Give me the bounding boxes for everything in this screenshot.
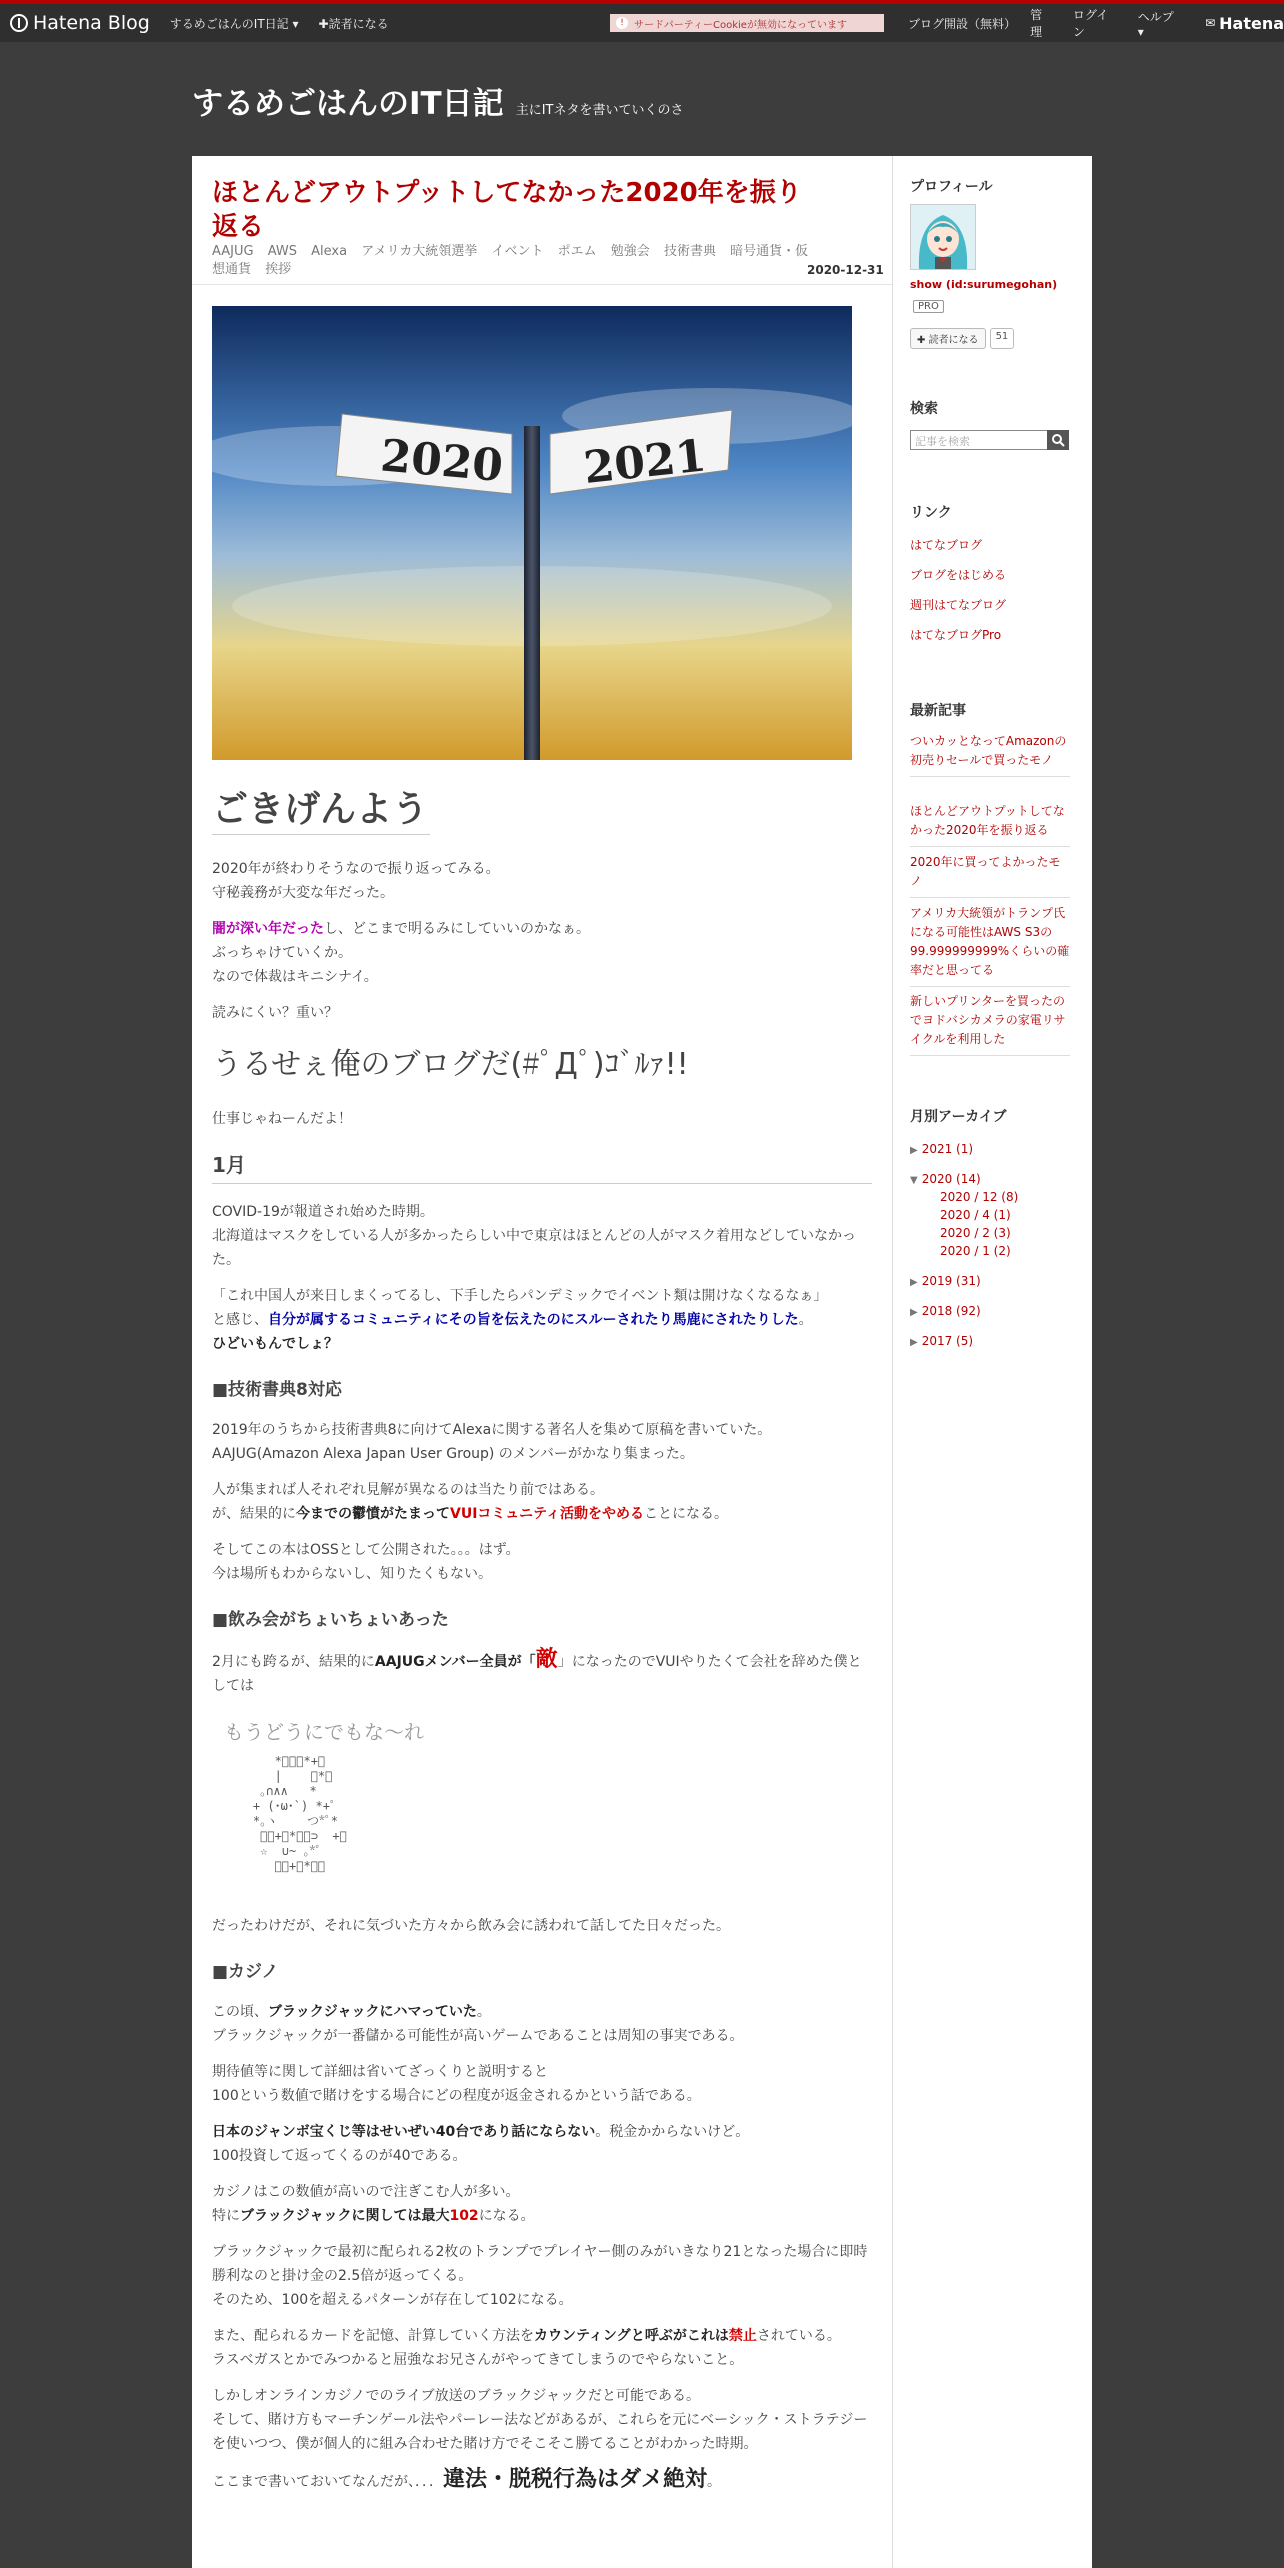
page-container <box>192 156 1092 2568</box>
blog-header <box>192 78 683 123</box>
category-link[interactable]: イベント <box>491 244 544 259</box>
expand-icon: ▶ <box>910 1307 918 1318</box>
profile-title: プロフィール <box>910 179 993 195</box>
ascii-art: *ﾟﾟ･*+｡ | ﾟ*｡ ｡∩∧∧ * + (･ω･`) *+ﾟ *｡ヽ つ*ﾟ* ﾟ･+｡*･ﾟ⊃ +ﾟ ☆ ∪~ ｡*ﾟ ﾟ･+｡*･ﾟ <box>252 1754 347 1873</box>
cookie-notice[interactable]: ! サードパーティーCookieが無効になっています <box>610 14 884 32</box>
open-blog-link[interactable]: ブログ開設（無料） <box>908 16 1017 31</box>
heading-gokigenyou: ごきげんよう <box>212 786 430 835</box>
recent-entry[interactable]: 新しいプリンターを買ったのでヨドバシカメラの家電リサイクルを利用した <box>910 992 1070 1056</box>
link-weekly-hatena-blog[interactable]: 週刊はてなブログ <box>910 598 1007 612</box>
hatena-icon: ✉ <box>1205 16 1216 30</box>
collapse-icon: ▼ <box>910 1175 918 1186</box>
login-link[interactable]: ログイン <box>1072 8 1109 39</box>
heading-urusee: うるせぇ俺のブログだ(#ﾟДﾟ)ｺﾞﾙｧ!! <box>212 1047 689 1082</box>
recent-entry[interactable]: アメリカ大統領がトランプ氏になる可能性はAWS S3の99.999999999%くらいの確率だと思ってる <box>910 904 1070 987</box>
paragraph: また、配られるカードを記憶、計算していく方法をカウンティングと呼ぶがこれは禁止されている。 ラスベガスとかでみつかると屈強なお兄さんがやってきてしまうのでやらないこと。 <box>212 2328 841 2368</box>
help-menu[interactable]: ヘルプ ▾ <box>1137 9 1174 39</box>
expand-icon: ▶ <box>910 1277 918 1288</box>
category-link[interactable]: アメリカ大統領選挙 <box>361 244 478 259</box>
hero-image <box>212 306 852 760</box>
entry-content <box>212 786 872 2506</box>
paragraph: 仕事じゃねーんだよ！ <box>212 1111 352 1127</box>
recent-entry[interactable]: 2020年に買ってよかったモノ <box>910 853 1070 898</box>
heading-casino: ■カジノ <box>212 1962 279 1982</box>
archive-title: 月別アーカイブ <box>910 1109 1007 1125</box>
search-title: 検索 <box>910 401 938 417</box>
category-link[interactable]: Alexa <box>311 244 348 259</box>
search-input[interactable]: 記事を検索 <box>910 430 1048 450</box>
sign-left-text: 2020 <box>378 430 505 492</box>
category-link[interactable]: AAJUG <box>212 244 254 259</box>
profile-username[interactable]: show (id:surumegohan) <box>910 278 1058 291</box>
paragraph: だったわけだが、それに気づいた方々から飲み会に誘われて話してた日々だった。 <box>212 1918 730 1934</box>
hatena-blog-logo[interactable]: Hatena Blog <box>10 12 150 34</box>
paragraph: 期待値等に関して詳細は省いてざっくりと説明すると 100という数値で賭けをする場合にどの程度が返金されるかという話である。 <box>212 2064 701 2104</box>
archive-2018[interactable]: ▶ 2018 (92) <box>910 1304 981 1318</box>
pro-badge: PRO <box>913 298 944 312</box>
recent-entry[interactable]: ついカッとなってAmazonの初売りセールで買ったモノ <box>910 732 1070 777</box>
category-link[interactable]: AWS <box>267 244 298 259</box>
heading-january: 1月 <box>212 1151 872 1184</box>
category-link[interactable]: 挨拶 <box>265 262 292 277</box>
category-link[interactable]: ポエム <box>557 244 597 259</box>
hatena-logo[interactable]: ✉ Hatena <box>1205 13 1284 33</box>
entry-title[interactable]: ほとんどアウトプットしてなかった2020年を振り返る <box>212 178 802 242</box>
ascii-art-title: もうどうにでもな～れ <box>224 1720 424 1744</box>
main-column <box>192 156 893 2568</box>
paragraph: 読みにくい？重い？ <box>212 1005 338 1021</box>
search-button[interactable] <box>1047 430 1069 450</box>
signpost-pole <box>524 426 540 760</box>
expand-icon: ▶ <box>910 1145 918 1156</box>
heading-gishoten: ■技術書典8対応 <box>212 1380 342 1400</box>
paragraph: ブラックジャックで最初に配られる2枚のトランプでプレイヤー側のみがいきなり21となった場合に即時勝利なのと掛け金の2.5倍が返ってくる。 そのため、100を超えるパターンが存在して102になる。 <box>212 2244 868 2308</box>
paragraph: しかしオンラインカジノでのライブ放送のブラックジャックだと可能である。 そして、賭け方もマーチンゲール法やパーレー法などがあるが、これらを元にベーシック・ストラテジーを使いつつ、僕が個人的に組み合わせた賭け方でそこそこ勝てることがわかった時期。 <box>212 2388 868 2452</box>
subscriber-count[interactable]: 51 <box>990 328 1015 349</box>
subscribe-button[interactable]: ✚ 読者になる <box>910 328 986 349</box>
archive-2020-12[interactable]: 2020 / 12 (8) <box>940 1190 1019 1204</box>
archive-2020[interactable]: ▼ 2020 (14) <box>910 1172 981 1186</box>
archive-2020-01[interactable]: 2020 / 1 (2) <box>940 1244 1011 1258</box>
paragraph: 人が集まれば人それぞれ見解が異なるのは当たり前ではある。 が、結果的に今までの鬱憤がたまってVUIコミュニティ活動をやめることになる。 <box>212 1482 729 1522</box>
recent-title: 最新記事 <box>910 703 966 719</box>
admin-link[interactable]: 管理 <box>1030 8 1043 39</box>
entry-categories <box>212 243 812 279</box>
archive-2020-02[interactable]: 2020 / 2 (3) <box>940 1226 1011 1240</box>
paragraph: ここまで書いておいてなんだが、．．．違法・脱税行為はダメ絶対。 <box>212 2467 722 2492</box>
search-icon <box>1047 430 1069 450</box>
recent-entry[interactable]: ほとんどアウトプットしてなかった2020年を振り返る <box>910 802 1070 847</box>
category-link[interactable]: 勉強会 <box>610 244 650 259</box>
link-start-blog[interactable]: ブログをはじめる <box>910 568 1007 582</box>
category-link[interactable]: 暗号通貨・仮想通貨 <box>212 244 809 277</box>
category-link[interactable]: 技術書典 <box>663 244 716 259</box>
paragraph: 2019年のうちから技術書典8に向けてAlexaに関する著名人を集めて原稿を書いていた。 AAJUG(Amazon Alexa Japan User Group) のメンバーがかなり集まった。 <box>212 1422 772 1462</box>
paragraph: そしてこの本はOSSとして公開された。。。はず。 今は場所もわからないし、知りたくもない。 <box>212 1542 520 1582</box>
info-icon: ! <box>616 17 628 29</box>
blog-description: 主にITネタを書いていくのさ <box>515 103 684 118</box>
avatar[interactable] <box>910 204 976 270</box>
archive-2019[interactable]: ▶ 2019 (31) <box>910 1274 981 1288</box>
paragraph: 「これ中国人が来日しまくってるし、下手したらパンデミックでイベント類は開けなくなるなぁ」 と感じ、自分が属するコミュニティにその旨を伝えたのにスルーされたり馬鹿にされたりした。 ひどいもんでしょ？ <box>212 1288 828 1352</box>
paragraph: 2月にも跨るが、結果的にAAJUGメンバー全員が「敵」になったのでVUIやりたくて会社を辞めた僕としては <box>212 1647 862 1694</box>
expand-icon: ▶ <box>910 1337 918 1348</box>
paragraph: 闇が深い年だったし、どこまで明るみにしていいのかなぁ。 ぶっちゃけていくか。 なので体裁はキニシナイ。 <box>212 921 590 985</box>
paragraph: 2020年が終わりそうなので振り返ってみる。 守秘義務が大変な年だった。 <box>212 861 500 901</box>
global-header <box>0 4 1284 42</box>
link-hatena-blog[interactable]: はてなブログ <box>910 538 983 552</box>
subscribe-link[interactable]: ✚読者になる <box>318 16 389 31</box>
archive-2020-04[interactable]: 2020 / 4 (1) <box>940 1208 1011 1222</box>
archive-2017[interactable]: ▶ 2017 (5) <box>910 1334 974 1348</box>
entry-date[interactable]: 2020-12-31 <box>807 263 884 277</box>
links-title: リンク <box>910 505 952 521</box>
paragraph: この頃、ブラックジャックにハマっていた。 ブラックジャックが一番儲かる可能性が高いゲームであることは周知の事実である。 <box>212 2004 744 2044</box>
blog-title[interactable]: するめごはんのIT日記 <box>192 86 504 122</box>
heading-nomikai: ■飲み会がちょいちょいあった <box>212 1610 449 1630</box>
archive-2021[interactable]: ▶ 2021 (1) <box>910 1142 974 1156</box>
paragraph: COVID-19が報道され始めた時期。 北海道はマスクをしている人が多かったらしい中で東京はほとんどの人がマスク着用などしていなかった。 <box>212 1204 856 1268</box>
divider <box>192 284 892 285</box>
blog-menu[interactable]: するめごはんのIT日記 ▾ <box>169 16 299 31</box>
paragraph: 日本のジャンボ宝くじ等はせいぜい40台であり話にならない。税金かからないけど。 100投資して返ってくるのが40である。 <box>212 2124 750 2164</box>
link-hatena-blog-pro[interactable]: はてなブログPro <box>910 628 1002 642</box>
sign-right-text: 2021 <box>581 430 709 494</box>
paragraph: カジノはこの数値が高いので注ぎこむ人が多い。 特にブラックジャックに関しては最大102になる。 <box>212 2184 535 2224</box>
hatena-blog-logo-icon <box>10 14 28 32</box>
